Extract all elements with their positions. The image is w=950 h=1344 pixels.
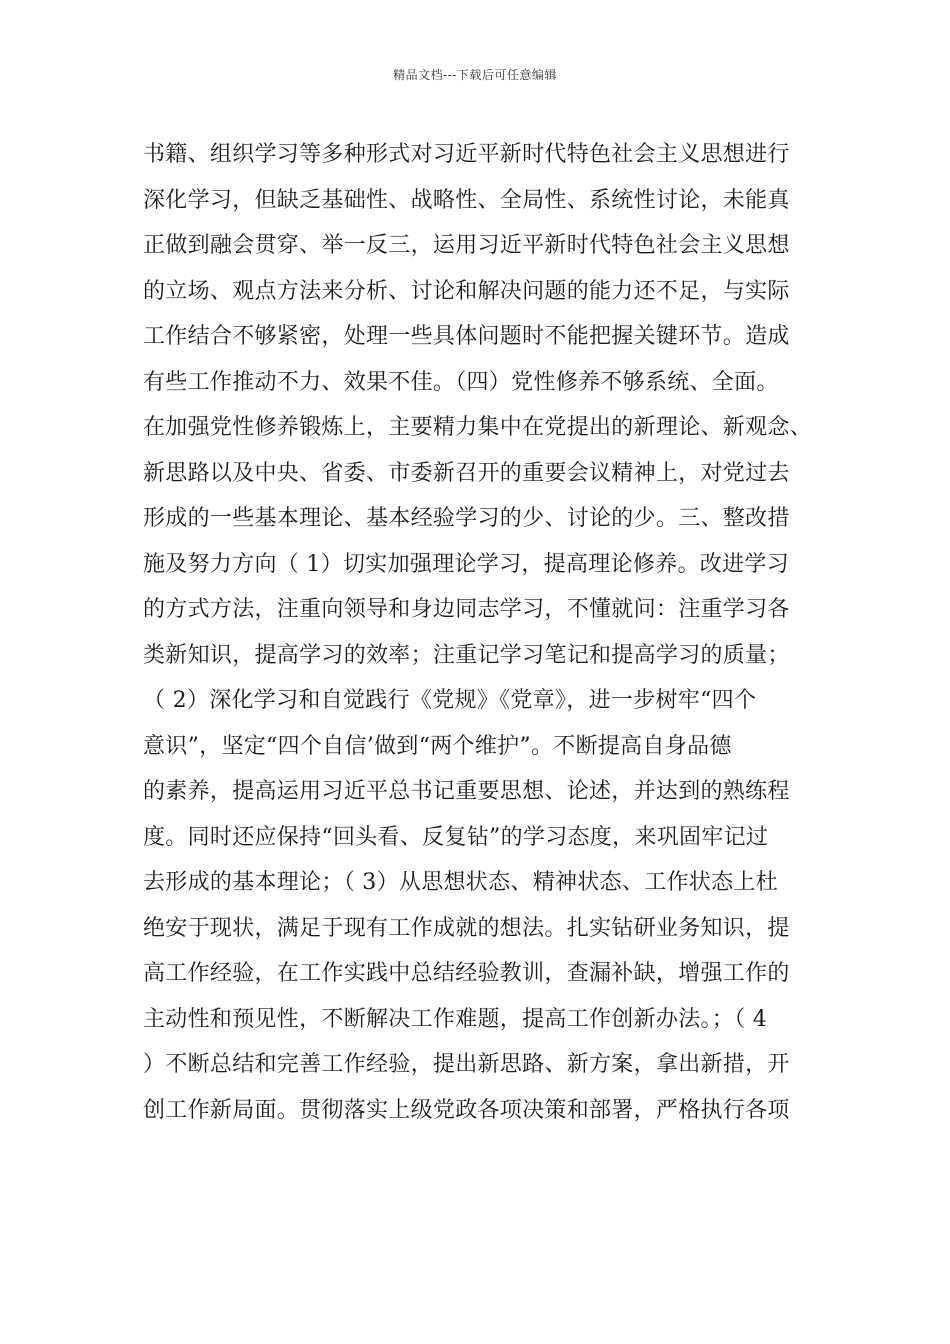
text-line: 的素养，提高运用习近平总书记重要思想、论述，并达到的熟练程 <box>143 779 790 804</box>
text-line: 主动性和预见性，不断解决工作难题，提高工作创新办法。；（ 4 <box>143 1006 767 1032</box>
document-body <box>143 132 833 1133</box>
text-line: 深化学习，但缺乏基础性、战略性、全局性、系统性讨论，未能真 <box>143 187 790 213</box>
text-line: 书籍、组织学习等多种形式对习近平新时代特色社会主义思想进行 <box>143 142 790 167</box>
text-line: 的方式方法，注重向领导和身边同志学习，不懂就问：注重学习各 <box>143 597 790 622</box>
text-line: 高工作经验，在工作实践中总结经验教训，查漏补缺，增强工作的 <box>143 961 790 986</box>
text-line: 去形成的基本理论；（ 3）从思想状态、精神状态、工作状态上杜 <box>143 870 778 895</box>
text-line: 工作结合不够紧密，处理一些具体问题时不能把握关键环节。造成 <box>143 324 790 349</box>
text-line: 在加强党性修养锻炼上，主要精力集中在党提出的新理论、新观念、 <box>143 415 813 440</box>
text-line: 施及努力方向（ 1）切实加强理论学习，提高理论修养。改进学习 <box>143 551 789 577</box>
page-header: 精品文档---下载后可任意编辑 <box>393 68 557 82</box>
text-line: 正做到融会贯穿、举一反三，运用习近平新时代特色社会主义思想 <box>143 233 790 258</box>
text-line: 形成的一些基本理论、基本经验学习的少、讨论的少。三、整改措 <box>143 506 790 531</box>
text-line: 的立场、观点方法来分析、讨论和解决问题的能力还不足，与实际 <box>143 278 790 304</box>
text-line: 意识”，坚定“四个自信’做到“两个维护”。不断提高自身品德 <box>143 733 732 759</box>
text-line: （ 2）深化学习和自觉践行《党规》《党章》，进一步树牢“四个 <box>143 688 757 713</box>
text-line: 新思路以及中央、省委、市委新召开的重要会议精神上，对党过去 <box>143 460 790 486</box>
text-line: 创工作新局面。贯彻落实上级党政各项决策和部署，严格执行各项 <box>143 1097 790 1123</box>
text-line: 绝安于现状，满足于现有工作成就的想法。扎实钻研业务知识，提 <box>143 915 790 941</box>
text-line: 类新知识，提高学习的效率；注重记学习笔记和提高学习的质量； <box>143 642 790 668</box>
text-line: 度。同时还应保持“回头看、反复钻”的学习态度，来巩固牢记过 <box>143 824 769 850</box>
text-line: 有些工作推动不力、效果不佳。（四）党性修养不够系统、全面。 <box>143 369 779 395</box>
text-line: ）不断总结和完善工作经验，提出新思路、新方案，拿出新措，开 <box>143 1052 790 1077</box>
